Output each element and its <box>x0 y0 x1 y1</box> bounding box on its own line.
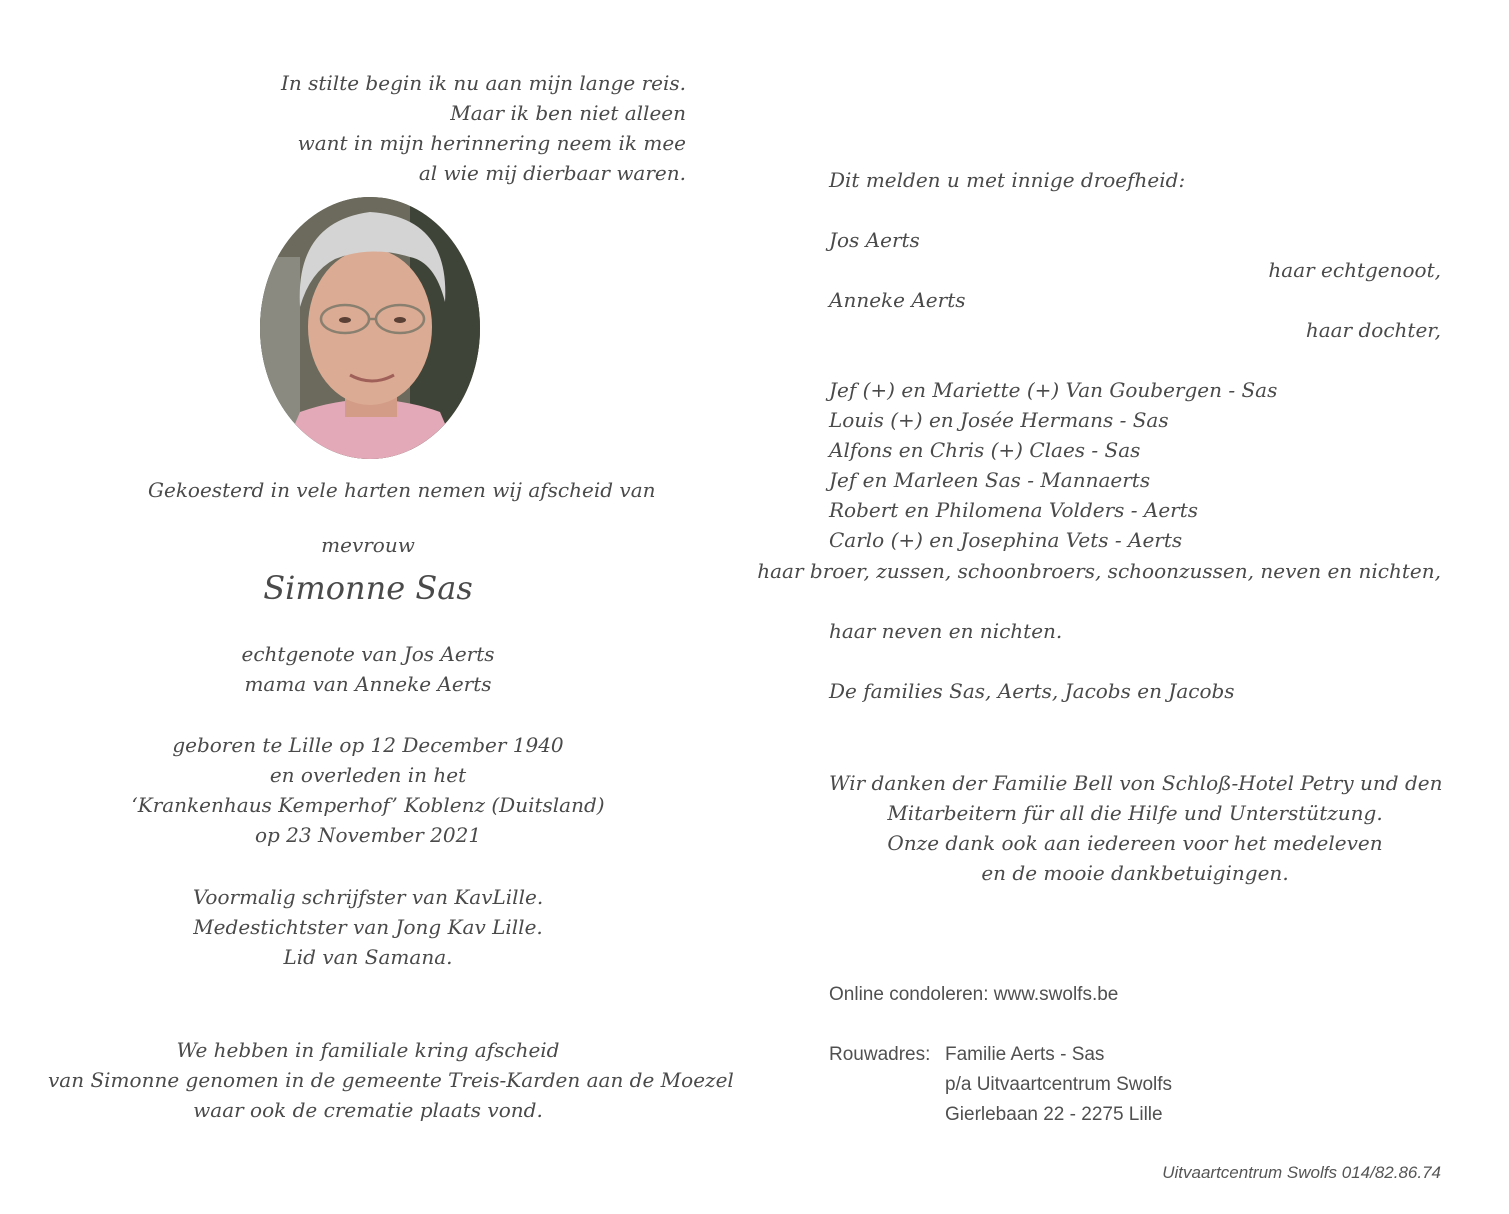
thanks-line: Onze dank ook aan iedereen voor het medeleven <box>887 831 1383 855</box>
life-line: ‘Krankenhaus Kemperhof’ Koblenz (Duitsland) <box>131 793 605 817</box>
address-block <box>829 1040 1172 1130</box>
relation-line: echtgenote van Jos Aerts <box>241 642 495 666</box>
thanks-block <box>829 768 1441 888</box>
families-text: De families Sas, Aerts, Jacobs en Jacobs <box>829 679 1235 703</box>
poem-line: In stilte begin ik nu aan mijn lange reis. <box>280 71 686 95</box>
salutation: mevrouw <box>321 533 415 557</box>
relation-line: mama van Anneke Aerts <box>244 672 492 696</box>
sibling-line: Carlo (+) en Josephina Vets - Aerts <box>829 528 1183 552</box>
role-line: Lid van Samana. <box>283 945 453 969</box>
role-line: Voormalig schrijfster van KavLille. <box>192 885 544 909</box>
thanks-line: Wir danken der Familie Bell von Schloß-Hotel Petry und den <box>829 771 1443 795</box>
footer-text: Uitvaartcentrum Swolfs 014/82.86.74 <box>1162 1163 1441 1182</box>
address-line: p/a Uitvaartcentrum Swolfs <box>945 1074 1173 1095</box>
life-line: geboren te Lille op 12 December 1940 <box>172 733 564 757</box>
farewell-block <box>48 1035 734 1125</box>
announce-text: Dit melden u met innige droefheid: <box>829 168 1186 192</box>
life-line: op 23 November 2021 <box>254 823 482 847</box>
sibling-line: Alfons en Chris (+) Claes - Sas <box>829 438 1141 462</box>
poem <box>281 68 686 188</box>
daughter-name: Anneke Aerts <box>829 288 966 312</box>
sibling-line: Jef (+) en Mariette (+) Van Goubergen - Sas <box>829 378 1278 402</box>
poem-line: want in mijn herinnering neem ik mee <box>297 131 686 155</box>
life-line: en overleden in het <box>269 763 467 787</box>
online-condolence: Online condoleren: www.swolfs.be <box>829 984 1119 1005</box>
title-block <box>168 530 568 560</box>
intro-text: Gekoesterd in vele harten nemen wij afscheid van <box>148 478 656 502</box>
thanks-line: en de mooie dankbetuigingen. <box>981 861 1289 885</box>
deceased-name: Simonne Sas <box>263 569 473 607</box>
role-line: Medestichtster van Jong Kav Lille. <box>193 915 543 939</box>
sibling-line: Jef en Marleen Sas - Mannaerts <box>829 468 1151 492</box>
sibling-line: Robert en Philomena Volders - Aerts <box>829 498 1199 522</box>
relations-block <box>168 639 568 699</box>
portrait-photo <box>260 197 480 459</box>
farewell-line: We hebben in familiale kring afscheid <box>176 1038 560 1062</box>
address-label: Rouwadres: <box>829 1044 931 1065</box>
siblings-list <box>829 375 1277 555</box>
address-line: Gierlebaan 22 - 2275 Lille <box>945 1104 1163 1125</box>
daughter-relation: haar dochter, <box>1305 318 1441 342</box>
roles-block <box>168 882 568 972</box>
intro-block <box>148 475 656 505</box>
poem-line: Maar ik ben niet alleen <box>450 101 686 125</box>
poem-line: al wie mij dierbaar waren. <box>418 161 686 185</box>
address-line: Familie Aerts - Sas <box>945 1044 1105 1065</box>
siblings-relation: haar broer, zussen, schoonbroers, schoonzussen, neven en nichten, <box>757 559 1441 583</box>
husband-name: Jos Aerts <box>829 228 920 252</box>
life-block <box>118 730 618 850</box>
nieces-text: haar neven en nichten. <box>829 619 1063 643</box>
husband-relation: haar echtgenoot, <box>1268 258 1441 282</box>
farewell-line: waar ook de crematie plaats vond. <box>193 1098 543 1122</box>
thanks-line: Mitarbeitern für all die Hilfe und Unterstützung. <box>887 801 1383 825</box>
sibling-line: Louis (+) en Josée Hermans - Sas <box>829 408 1169 432</box>
name-block <box>168 568 568 608</box>
farewell-line: van Simonne genomen in de gemeente Treis-Karden aan de Moezel <box>48 1068 734 1092</box>
